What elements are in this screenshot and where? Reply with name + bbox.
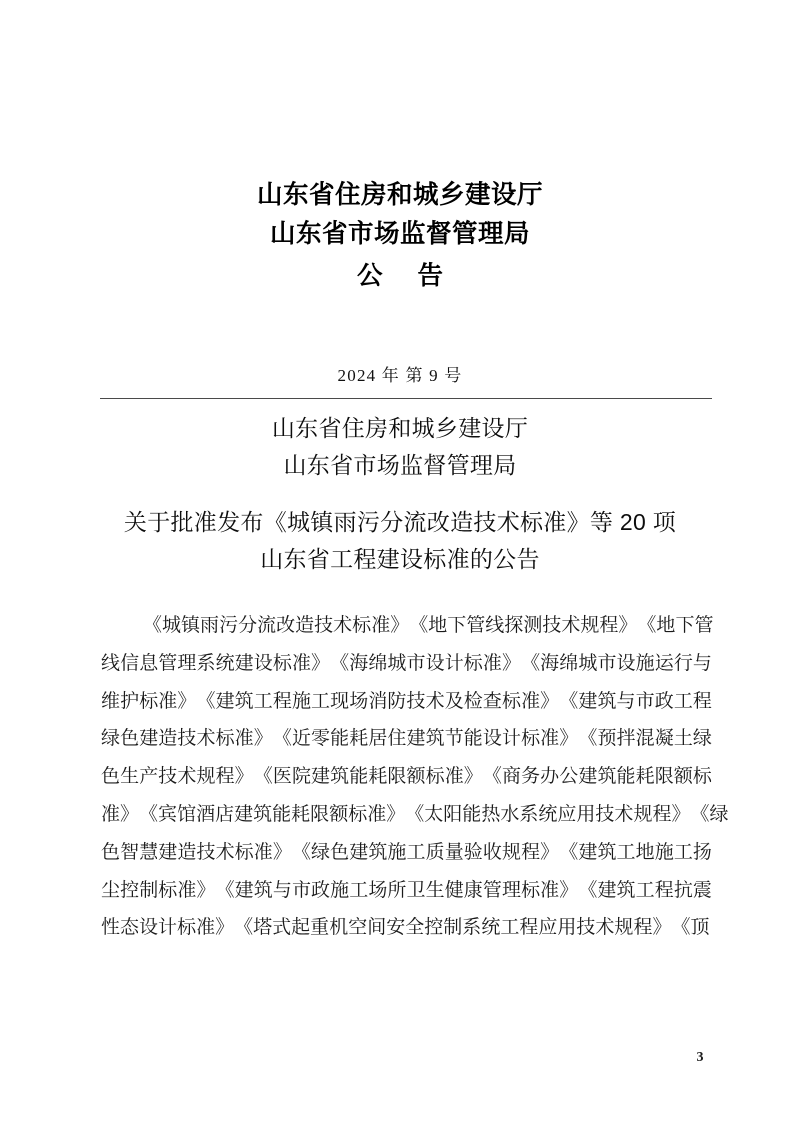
masthead-document-type: 公 告 <box>356 262 458 290</box>
masthead-agency-line-2: 山东省市场监督管理局 <box>269 220 530 248</box>
title-issuer-line-2: 山东省市场监督管理局 <box>283 452 517 478</box>
body-line: 尘 控 制 标 准 》 《 建 筑 与 市 政 施 工 场 所 卫 生 健 康 管 理 标 准 》 《 建 筑 工 程 抗 震 <box>101 879 712 901</box>
title-block <box>0 410 800 578</box>
title-subject-line-1: 关于批准发布《城镇雨污分流改造技术标准》等 20 项 <box>123 509 677 535</box>
masthead <box>0 176 800 296</box>
masthead-agency-line-1: 山东省住房和城乡建设厅 <box>256 181 543 209</box>
body-line: 线 信 息 管 理 系 统 建 设 标 准 》 《 海 绵 城 市 设 计 标 准 》 《 海 绵 城 市 设 施 运 行 与 <box>101 652 712 674</box>
page-number: 3 <box>696 1050 704 1065</box>
title-subject-line-2: 山东省工程建设标准的公告 <box>260 546 540 572</box>
body-line: 色 生 产 技 术 规 程 》 《 医 院 建 筑 能 耗 限 额 标 准 》 《 商 务 办 公 建 筑 能 耗 限 额 标 <box>101 766 712 788</box>
body-line: 色 智 慧 建 造 技 术 标 准 》 《 绿 色 建 筑 施 工 质 量 验 收 规 程 》 《 建 筑 工 地 施 工 扬 <box>101 841 712 863</box>
body-paragraph <box>101 607 729 947</box>
body-line: 性 态 设 计 标 准 》 《 塔 式 起 重 机 空 间 安 全 控 制 系 统 工 程 应 用 技 术 规 程 》 《 顶 <box>101 917 710 939</box>
issue-number-line: 2024 年 第 9 号 <box>337 366 463 385</box>
title-issuer-line-1: 山东省住房和城乡建设厅 <box>271 415 529 441</box>
body-line: 绿 色 建 造 技 术 标 准 》 《 近 零 能 耗 居 住 建 筑 节 能 设 计 标 准 》 《 预 拌 混 凝 土 绿 <box>101 728 712 750</box>
body-line: 准 》 《 宾 馆 酒 店 建 筑 能 耗 限 额 标 准 》 《 太 阳 能 热 水 系 统 应 用 技 术 规 程 》 《 绿 <box>101 803 729 825</box>
header-divider-rule <box>100 398 712 399</box>
body-line: 维 护 标 准 》 《 建 筑 工 程 施 工 现 场 消 防 技 术 及 检 查 标 准 》 《 建 筑 与 市 政 工 程 <box>101 690 712 712</box>
body-line: 《 城 镇 雨 污 分 流 改 造 技 术 标 准 》 《 地 下 管 线 探 测 技 术 规 程 》 《 地 下 管 <box>143 615 714 636</box>
